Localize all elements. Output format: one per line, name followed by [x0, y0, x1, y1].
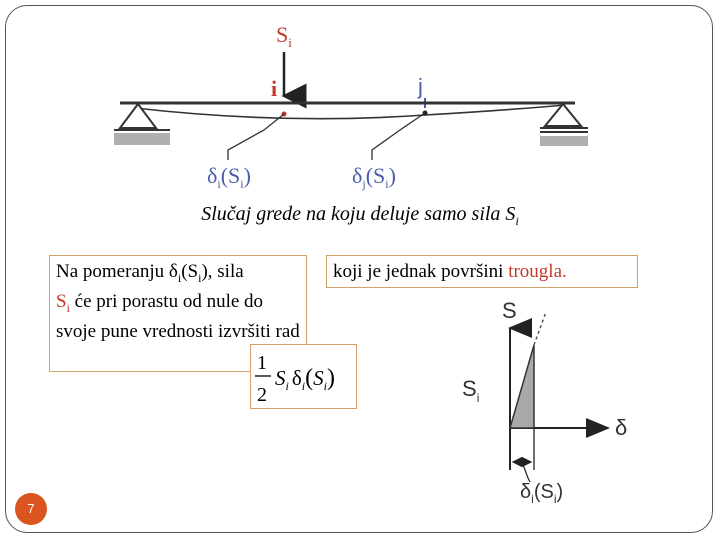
point-i-label: i: [271, 76, 278, 101]
delta-j-label: $\delta_j(S_i)$: [352, 163, 396, 191]
force-displacement-graph: [462, 298, 627, 506]
graph-y-label: S: [502, 298, 517, 323]
graph-disp-label: $\delta_i(S_i)$: [520, 481, 564, 506]
work-formula: [250, 344, 357, 409]
delta-i-label: $\delta_i(S_i)$: [207, 163, 251, 191]
svg-text:1: 1: [257, 352, 267, 374]
deflected-beam: [135, 105, 565, 119]
graph-x-label: δ: [615, 415, 628, 440]
right-support: [540, 104, 588, 146]
highlight-word: trougla.: [508, 261, 567, 282]
work-triangle: [510, 345, 534, 428]
force-label: $S_i$: [276, 22, 292, 50]
leader-delta-i: [228, 114, 284, 160]
graph-level-label: $S_i$: [462, 376, 480, 405]
svg-text:Siδi(Si): $S_i$ $\delta_i(S_i)$: [275, 365, 335, 393]
explanation-text-left: Na pomeranju $\delta_i(S_i)$, sila $S_i$ će pri porastu od nule do svoje pune vrednosti izvršiti rad: [49, 255, 307, 372]
page-number-badge: 7: [15, 493, 47, 525]
diagram-caption: Slučaj grede na koju deluje samo sila $S_i$: [201, 203, 519, 228]
point-j-label: j: [418, 74, 423, 99]
leader-delta-j: [372, 113, 425, 160]
explanation-text-right: koji je jednak površini trougla.: [326, 255, 638, 288]
svg-text:2: 2: [257, 384, 267, 406]
